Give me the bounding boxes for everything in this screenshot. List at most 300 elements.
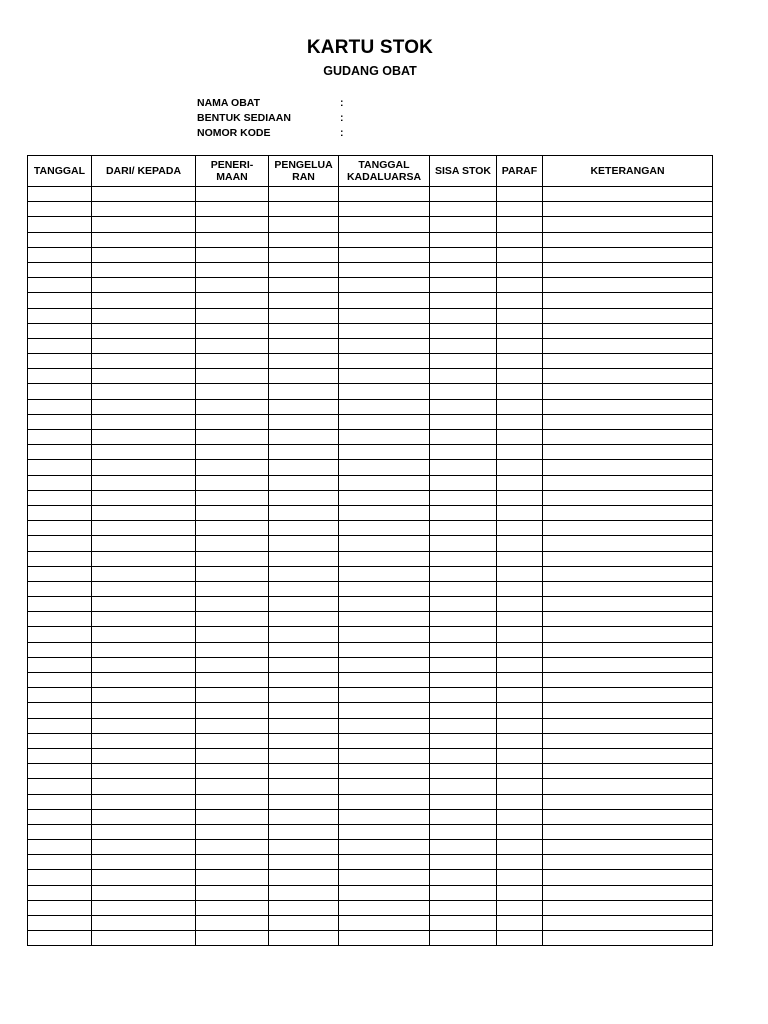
- table-cell[interactable]: [92, 673, 196, 688]
- table-cell[interactable]: [28, 840, 92, 855]
- table-cell[interactable]: [430, 657, 497, 672]
- table-cell[interactable]: [196, 657, 269, 672]
- table-cell[interactable]: [196, 931, 269, 946]
- table-cell[interactable]: [269, 916, 339, 931]
- table-cell[interactable]: [497, 369, 543, 384]
- table-cell[interactable]: [430, 308, 497, 323]
- table-cell[interactable]: [28, 536, 92, 551]
- table-cell[interactable]: [430, 217, 497, 232]
- table-cell[interactable]: [92, 202, 196, 217]
- table-cell[interactable]: [430, 384, 497, 399]
- table-cell[interactable]: [196, 247, 269, 262]
- table-cell[interactable]: [339, 521, 430, 536]
- table-cell[interactable]: [92, 733, 196, 748]
- table-cell[interactable]: [497, 187, 543, 202]
- table-cell[interactable]: [497, 916, 543, 931]
- table-cell[interactable]: [269, 247, 339, 262]
- table-cell[interactable]: [543, 657, 713, 672]
- table-cell[interactable]: [28, 703, 92, 718]
- table-cell[interactable]: [497, 505, 543, 520]
- table-cell[interactable]: [543, 688, 713, 703]
- table-cell[interactable]: [543, 475, 713, 490]
- table-cell[interactable]: [196, 916, 269, 931]
- table-cell[interactable]: [196, 840, 269, 855]
- table-cell[interactable]: [497, 293, 543, 308]
- table-cell[interactable]: [28, 490, 92, 505]
- table-cell[interactable]: [269, 794, 339, 809]
- table-cell[interactable]: [543, 384, 713, 399]
- table-cell[interactable]: [196, 733, 269, 748]
- table-cell[interactable]: [497, 597, 543, 612]
- table-cell[interactable]: [430, 187, 497, 202]
- table-cell[interactable]: [269, 718, 339, 733]
- table-cell[interactable]: [269, 475, 339, 490]
- table-cell[interactable]: [269, 430, 339, 445]
- table-cell[interactable]: [497, 673, 543, 688]
- table-cell[interactable]: [543, 794, 713, 809]
- table-cell[interactable]: [543, 733, 713, 748]
- table-cell[interactable]: [339, 627, 430, 642]
- table-cell[interactable]: [196, 764, 269, 779]
- table-cell[interactable]: [430, 262, 497, 277]
- table-cell[interactable]: [430, 779, 497, 794]
- table-cell[interactable]: [339, 733, 430, 748]
- table-cell[interactable]: [339, 673, 430, 688]
- table-cell[interactable]: [497, 460, 543, 475]
- table-cell[interactable]: [92, 384, 196, 399]
- table-cell[interactable]: [269, 414, 339, 429]
- table-cell[interactable]: [28, 916, 92, 931]
- table-cell[interactable]: [430, 430, 497, 445]
- table-cell[interactable]: [543, 232, 713, 247]
- table-cell[interactable]: [196, 202, 269, 217]
- table-cell[interactable]: [430, 505, 497, 520]
- table-cell[interactable]: [28, 885, 92, 900]
- table-cell[interactable]: [430, 323, 497, 338]
- table-cell[interactable]: [543, 809, 713, 824]
- table-cell[interactable]: [92, 460, 196, 475]
- table-cell[interactable]: [430, 566, 497, 581]
- table-cell[interactable]: [430, 460, 497, 475]
- table-cell[interactable]: [497, 430, 543, 445]
- table-cell[interactable]: [92, 581, 196, 596]
- table-cell[interactable]: [430, 688, 497, 703]
- table-cell[interactable]: [543, 612, 713, 627]
- table-cell[interactable]: [497, 840, 543, 855]
- table-cell[interactable]: [92, 475, 196, 490]
- table-cell[interactable]: [196, 536, 269, 551]
- table-cell[interactable]: [497, 900, 543, 915]
- table-cell[interactable]: [28, 293, 92, 308]
- table-cell[interactable]: [196, 384, 269, 399]
- table-cell[interactable]: [430, 673, 497, 688]
- table-cell[interactable]: [196, 809, 269, 824]
- table-cell[interactable]: [497, 521, 543, 536]
- table-cell[interactable]: [430, 764, 497, 779]
- table-cell[interactable]: [339, 505, 430, 520]
- table-cell[interactable]: [269, 338, 339, 353]
- table-cell[interactable]: [339, 612, 430, 627]
- table-cell[interactable]: [430, 733, 497, 748]
- table-cell[interactable]: [339, 338, 430, 353]
- table-cell[interactable]: [430, 293, 497, 308]
- table-cell[interactable]: [430, 718, 497, 733]
- table-cell[interactable]: [28, 414, 92, 429]
- table-cell[interactable]: [430, 885, 497, 900]
- table-cell[interactable]: [430, 597, 497, 612]
- table-cell[interactable]: [543, 673, 713, 688]
- table-cell[interactable]: [339, 187, 430, 202]
- table-cell[interactable]: [497, 733, 543, 748]
- table-cell[interactable]: [430, 551, 497, 566]
- table-cell[interactable]: [92, 824, 196, 839]
- table-cell[interactable]: [269, 566, 339, 581]
- table-cell[interactable]: [543, 536, 713, 551]
- table-cell[interactable]: [339, 369, 430, 384]
- table-cell[interactable]: [339, 445, 430, 460]
- table-cell[interactable]: [28, 232, 92, 247]
- table-cell[interactable]: [92, 338, 196, 353]
- table-cell[interactable]: [269, 308, 339, 323]
- table-cell[interactable]: [92, 414, 196, 429]
- table-cell[interactable]: [28, 460, 92, 475]
- table-cell[interactable]: [196, 521, 269, 536]
- table-cell[interactable]: [269, 521, 339, 536]
- table-cell[interactable]: [269, 323, 339, 338]
- table-cell[interactable]: [497, 278, 543, 293]
- table-cell[interactable]: [269, 885, 339, 900]
- table-cell[interactable]: [269, 399, 339, 414]
- table-cell[interactable]: [92, 293, 196, 308]
- table-cell[interactable]: [543, 338, 713, 353]
- table-cell[interactable]: [543, 187, 713, 202]
- table-cell[interactable]: [92, 536, 196, 551]
- table-cell[interactable]: [269, 855, 339, 870]
- table-cell[interactable]: [269, 278, 339, 293]
- table-cell[interactable]: [543, 748, 713, 763]
- table-cell[interactable]: [28, 794, 92, 809]
- table-cell[interactable]: [430, 748, 497, 763]
- table-cell[interactable]: [196, 673, 269, 688]
- table-cell[interactable]: [497, 885, 543, 900]
- table-cell[interactable]: [269, 733, 339, 748]
- table-cell[interactable]: [269, 597, 339, 612]
- table-cell[interactable]: [497, 627, 543, 642]
- table-cell[interactable]: [269, 505, 339, 520]
- table-cell[interactable]: [543, 566, 713, 581]
- table-cell[interactable]: [92, 627, 196, 642]
- table-cell[interactable]: [269, 384, 339, 399]
- table-cell[interactable]: [92, 779, 196, 794]
- table-cell[interactable]: [196, 475, 269, 490]
- table-cell[interactable]: [543, 293, 713, 308]
- table-cell[interactable]: [92, 445, 196, 460]
- table-cell[interactable]: [196, 490, 269, 505]
- table-cell[interactable]: [543, 369, 713, 384]
- table-cell[interactable]: [28, 445, 92, 460]
- table-cell[interactable]: [430, 931, 497, 946]
- table-cell[interactable]: [92, 308, 196, 323]
- table-cell[interactable]: [339, 855, 430, 870]
- table-cell[interactable]: [497, 688, 543, 703]
- table-cell[interactable]: [339, 232, 430, 247]
- table-cell[interactable]: [497, 490, 543, 505]
- table-cell[interactable]: [269, 369, 339, 384]
- table-cell[interactable]: [543, 323, 713, 338]
- table-cell[interactable]: [497, 794, 543, 809]
- table-cell[interactable]: [543, 490, 713, 505]
- table-cell[interactable]: [196, 779, 269, 794]
- table-cell[interactable]: [497, 855, 543, 870]
- table-cell[interactable]: [28, 673, 92, 688]
- table-cell[interactable]: [92, 505, 196, 520]
- table-cell[interactable]: [196, 627, 269, 642]
- table-cell[interactable]: [28, 900, 92, 915]
- table-cell[interactable]: [196, 354, 269, 369]
- table-cell[interactable]: [28, 475, 92, 490]
- table-cell[interactable]: [28, 369, 92, 384]
- table-cell[interactable]: [269, 931, 339, 946]
- table-cell[interactable]: [543, 627, 713, 642]
- table-cell[interactable]: [339, 931, 430, 946]
- table-cell[interactable]: [28, 809, 92, 824]
- table-cell[interactable]: [196, 323, 269, 338]
- table-cell[interactable]: [497, 870, 543, 885]
- table-cell[interactable]: [497, 399, 543, 414]
- table-cell[interactable]: [497, 217, 543, 232]
- table-cell[interactable]: [196, 794, 269, 809]
- table-cell[interactable]: [28, 718, 92, 733]
- table-cell[interactable]: [543, 308, 713, 323]
- table-cell[interactable]: [196, 824, 269, 839]
- table-cell[interactable]: [430, 855, 497, 870]
- table-cell[interactable]: [269, 840, 339, 855]
- table-cell[interactable]: [339, 718, 430, 733]
- table-cell[interactable]: [497, 247, 543, 262]
- table-cell[interactable]: [28, 748, 92, 763]
- table-cell[interactable]: [430, 414, 497, 429]
- table-cell[interactable]: [92, 323, 196, 338]
- table-cell[interactable]: [339, 748, 430, 763]
- table-cell[interactable]: [269, 688, 339, 703]
- table-cell[interactable]: [543, 840, 713, 855]
- table-cell[interactable]: [28, 870, 92, 885]
- table-cell[interactable]: [92, 885, 196, 900]
- table-cell[interactable]: [543, 764, 713, 779]
- table-cell[interactable]: [28, 278, 92, 293]
- table-cell[interactable]: [497, 657, 543, 672]
- table-cell[interactable]: [339, 764, 430, 779]
- table-cell[interactable]: [28, 521, 92, 536]
- table-cell[interactable]: [196, 703, 269, 718]
- table-cell[interactable]: [339, 247, 430, 262]
- table-cell[interactable]: [497, 262, 543, 277]
- table-cell[interactable]: [269, 262, 339, 277]
- table-cell[interactable]: [339, 688, 430, 703]
- table-cell[interactable]: [430, 916, 497, 931]
- table-cell[interactable]: [497, 566, 543, 581]
- table-cell[interactable]: [28, 779, 92, 794]
- table-cell[interactable]: [430, 612, 497, 627]
- table-cell[interactable]: [92, 870, 196, 885]
- table-cell[interactable]: [92, 551, 196, 566]
- table-cell[interactable]: [92, 657, 196, 672]
- table-cell[interactable]: [196, 597, 269, 612]
- table-cell[interactable]: [430, 278, 497, 293]
- table-cell[interactable]: [269, 657, 339, 672]
- table-cell[interactable]: [92, 612, 196, 627]
- table-cell[interactable]: [543, 262, 713, 277]
- table-cell[interactable]: [92, 399, 196, 414]
- table-cell[interactable]: [543, 855, 713, 870]
- table-cell[interactable]: [196, 642, 269, 657]
- table-cell[interactable]: [497, 718, 543, 733]
- table-cell[interactable]: [497, 824, 543, 839]
- table-cell[interactable]: [28, 505, 92, 520]
- table-cell[interactable]: [92, 809, 196, 824]
- table-cell[interactable]: [497, 338, 543, 353]
- table-cell[interactable]: [497, 809, 543, 824]
- table-cell[interactable]: [543, 597, 713, 612]
- table-cell[interactable]: [28, 657, 92, 672]
- table-cell[interactable]: [269, 581, 339, 596]
- table-cell[interactable]: [339, 430, 430, 445]
- table-cell[interactable]: [339, 217, 430, 232]
- table-cell[interactable]: [28, 187, 92, 202]
- table-cell[interactable]: [196, 399, 269, 414]
- table-cell[interactable]: [543, 521, 713, 536]
- table-cell[interactable]: [543, 870, 713, 885]
- table-cell[interactable]: [196, 414, 269, 429]
- table-cell[interactable]: [339, 824, 430, 839]
- table-cell[interactable]: [430, 490, 497, 505]
- table-cell[interactable]: [543, 931, 713, 946]
- table-cell[interactable]: [497, 384, 543, 399]
- table-cell[interactable]: [28, 308, 92, 323]
- table-cell[interactable]: [543, 217, 713, 232]
- table-cell[interactable]: [543, 916, 713, 931]
- table-cell[interactable]: [196, 855, 269, 870]
- table-cell[interactable]: [28, 430, 92, 445]
- table-cell[interactable]: [28, 733, 92, 748]
- table-cell[interactable]: [28, 323, 92, 338]
- table-cell[interactable]: [430, 232, 497, 247]
- table-cell[interactable]: [497, 308, 543, 323]
- table-cell[interactable]: [28, 202, 92, 217]
- table-cell[interactable]: [339, 399, 430, 414]
- table-cell[interactable]: [339, 293, 430, 308]
- table-cell[interactable]: [92, 187, 196, 202]
- table-cell[interactable]: [92, 748, 196, 763]
- table-cell[interactable]: [92, 931, 196, 946]
- table-cell[interactable]: [339, 202, 430, 217]
- table-cell[interactable]: [430, 536, 497, 551]
- table-cell[interactable]: [196, 870, 269, 885]
- table-cell[interactable]: [196, 718, 269, 733]
- table-cell[interactable]: [28, 764, 92, 779]
- table-cell[interactable]: [28, 931, 92, 946]
- table-cell[interactable]: [269, 202, 339, 217]
- table-cell[interactable]: [92, 597, 196, 612]
- table-cell[interactable]: [339, 779, 430, 794]
- table-cell[interactable]: [269, 824, 339, 839]
- table-cell[interactable]: [339, 323, 430, 338]
- table-cell[interactable]: [196, 187, 269, 202]
- table-cell[interactable]: [28, 217, 92, 232]
- table-cell[interactable]: [269, 703, 339, 718]
- table-cell[interactable]: [28, 551, 92, 566]
- table-cell[interactable]: [543, 703, 713, 718]
- table-cell[interactable]: [543, 885, 713, 900]
- table-cell[interactable]: [543, 505, 713, 520]
- table-cell[interactable]: [430, 445, 497, 460]
- table-cell[interactable]: [269, 490, 339, 505]
- table-cell[interactable]: [497, 931, 543, 946]
- table-cell[interactable]: [543, 414, 713, 429]
- table-cell[interactable]: [196, 293, 269, 308]
- table-cell[interactable]: [339, 566, 430, 581]
- table-cell[interactable]: [196, 430, 269, 445]
- table-cell[interactable]: [28, 855, 92, 870]
- table-cell[interactable]: [497, 232, 543, 247]
- table-cell[interactable]: [269, 232, 339, 247]
- table-cell[interactable]: [497, 475, 543, 490]
- table-cell[interactable]: [28, 247, 92, 262]
- table-cell[interactable]: [339, 900, 430, 915]
- table-cell[interactable]: [339, 278, 430, 293]
- table-cell[interactable]: [28, 581, 92, 596]
- table-cell[interactable]: [339, 354, 430, 369]
- table-cell[interactable]: [339, 870, 430, 885]
- table-cell[interactable]: [28, 612, 92, 627]
- table-cell[interactable]: [497, 323, 543, 338]
- table-cell[interactable]: [339, 460, 430, 475]
- table-cell[interactable]: [28, 627, 92, 642]
- table-cell[interactable]: [92, 217, 196, 232]
- table-cell[interactable]: [28, 384, 92, 399]
- table-cell[interactable]: [269, 445, 339, 460]
- table-cell[interactable]: [269, 748, 339, 763]
- table-cell[interactable]: [543, 581, 713, 596]
- table-cell[interactable]: [196, 612, 269, 627]
- table-cell[interactable]: [196, 308, 269, 323]
- table-cell[interactable]: [92, 521, 196, 536]
- table-cell[interactable]: [269, 536, 339, 551]
- table-cell[interactable]: [497, 779, 543, 794]
- table-cell[interactable]: [92, 354, 196, 369]
- table-cell[interactable]: [543, 247, 713, 262]
- table-cell[interactable]: [339, 885, 430, 900]
- table-cell[interactable]: [28, 399, 92, 414]
- table-cell[interactable]: [92, 703, 196, 718]
- table-cell[interactable]: [269, 293, 339, 308]
- table-cell[interactable]: [339, 597, 430, 612]
- table-cell[interactable]: [543, 202, 713, 217]
- table-cell[interactable]: [497, 202, 543, 217]
- table-cell[interactable]: [339, 642, 430, 657]
- table-cell[interactable]: [543, 278, 713, 293]
- table-cell[interactable]: [28, 688, 92, 703]
- table-cell[interactable]: [196, 900, 269, 915]
- table-cell[interactable]: [92, 840, 196, 855]
- table-cell[interactable]: [92, 688, 196, 703]
- table-cell[interactable]: [196, 445, 269, 460]
- table-cell[interactable]: [430, 794, 497, 809]
- table-cell[interactable]: [430, 824, 497, 839]
- table-cell[interactable]: [339, 308, 430, 323]
- table-cell[interactable]: [339, 536, 430, 551]
- table-cell[interactable]: [92, 430, 196, 445]
